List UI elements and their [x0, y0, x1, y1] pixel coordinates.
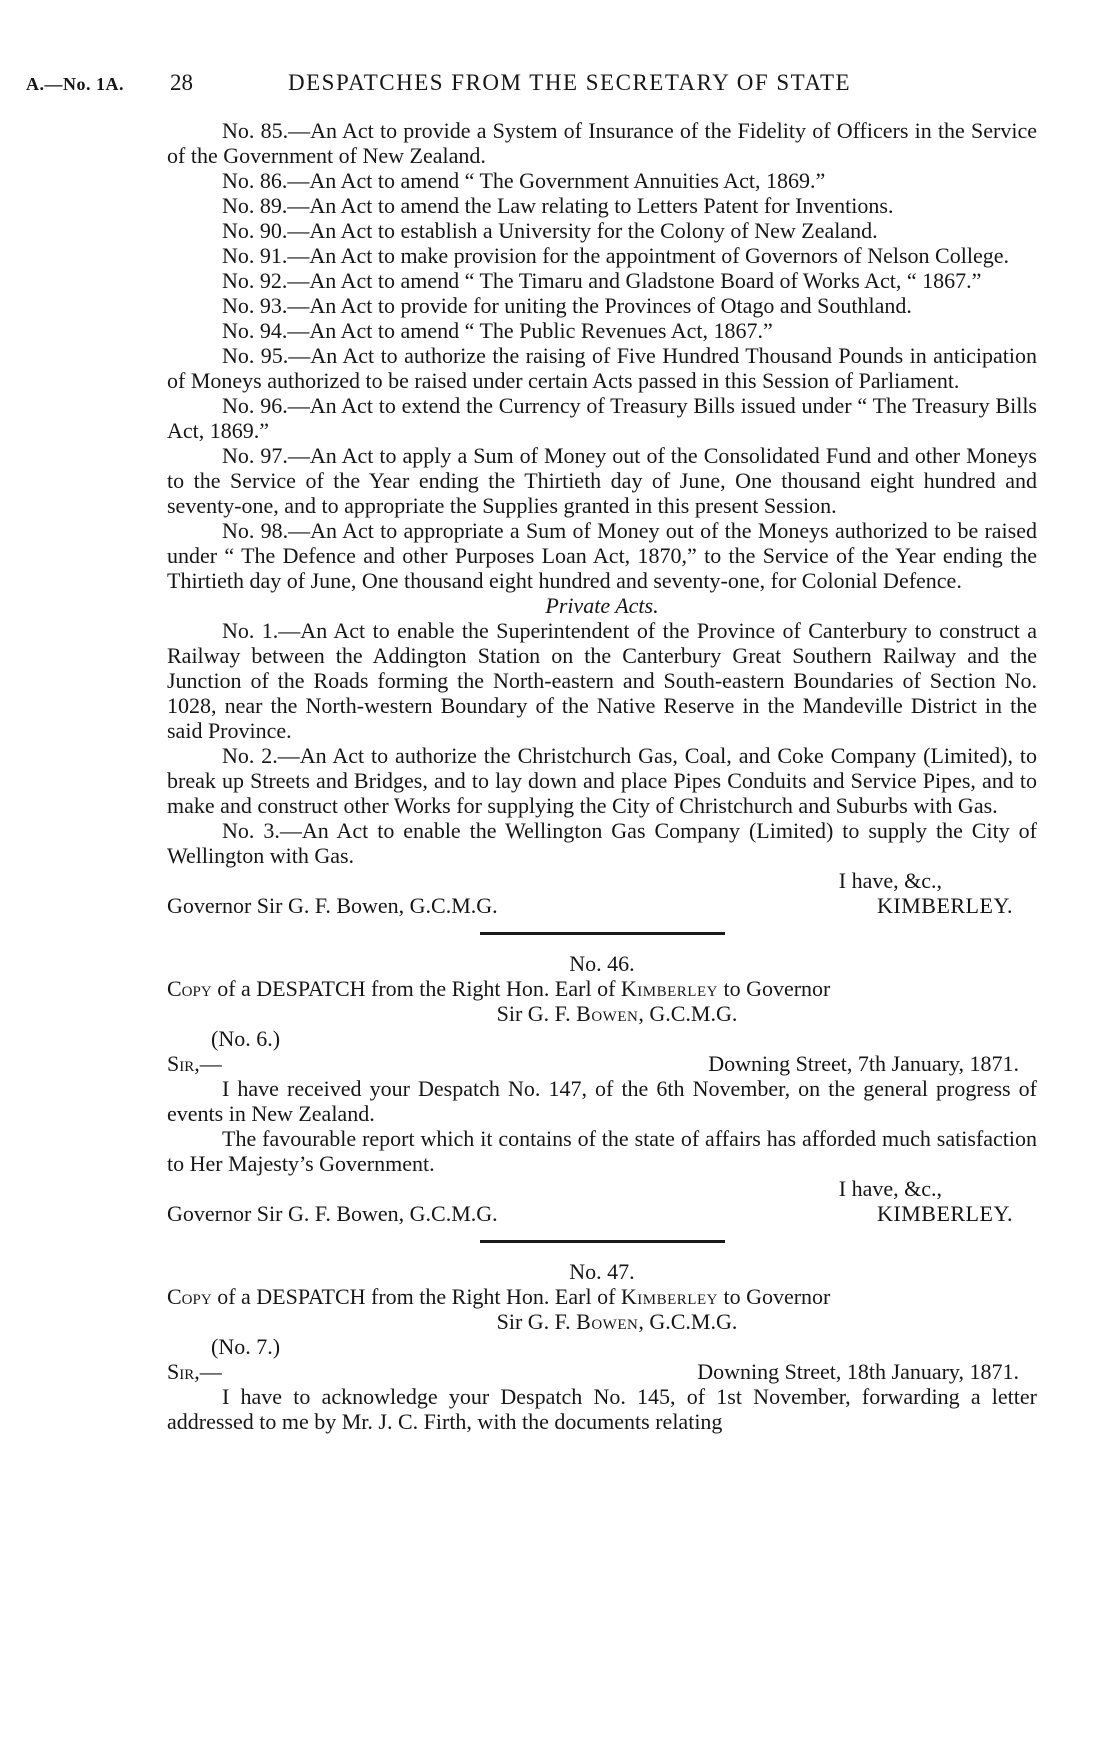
- section-divider: [480, 932, 725, 935]
- despatch-recipient: [167, 1309, 1037, 1334]
- despatch-heading: [167, 976, 1037, 1001]
- addressee: Governor Sir G. F. Bowen, G.C.M.G.: [167, 1201, 498, 1226]
- act-item: No. 94.—An Act to amend “ The Public Revenues Act, 1867.”: [222, 318, 773, 343]
- private-acts-heading: Private Acts.: [545, 593, 659, 618]
- heading-to: to Governor: [723, 1284, 831, 1309]
- closing-courtesy: I have, &c.,: [838, 1176, 942, 1201]
- salutation-date-row: [167, 1051, 1037, 1076]
- copy-word: Copy: [167, 1284, 212, 1309]
- act-item: No. 98.—An Act to appropriate a Sum of Money out of the Moneys authorized to be raised under “ The Defence and other Purposes Loan Act, 1870,” to the Service of the Year ending the Thirtieth day of June, One thousand eight hundred and seventy-one, for Colonial Defence.: [167, 518, 1037, 593]
- despatch-date: Downing Street, 18th January, 1871.: [697, 1359, 1019, 1384]
- heading-text: of a DESPATCH from the Right Hon. Earl of: [217, 1284, 616, 1309]
- act-item: No. 97.—An Act to apply a Sum of Money out of the Consolidated Fund and other Moneys to the Service of the Year ending the Thirtieth day of June, One thousand eight hundred and seventy-one, and to appropriate the Supplies granted in this present Session.: [167, 443, 1037, 518]
- act-item: No. 96.—An Act to extend the Currency of Treasury Bills issued under “ The Treasury Bills Act, 1869.”: [167, 393, 1037, 443]
- recipient-prefix: Sir G. F.: [496, 1309, 571, 1334]
- section-divider: [480, 1240, 725, 1243]
- private-act-item: No. 2.—An Act to authorize the Christchurch Gas, Coal, and Coke Company (Limited), to break up Streets and Bridges, and to lay down and place Pipes Conduits and Service Pipes, and to make and construct other Works for supplying the City of Christchurch and Suburbs with Gas.: [167, 743, 1037, 818]
- salutation: Sir,—: [167, 1051, 222, 1076]
- copy-word: Copy: [167, 976, 212, 1001]
- despatch-paragraph: The favourable report which it contains of the state of affairs has afforded much satisfaction to Her Majesty’s Government.: [167, 1126, 1037, 1176]
- heading-text: of a DESPATCH from the Right Hon. Earl of: [217, 976, 616, 1001]
- public-acts-list: [167, 118, 1037, 593]
- despatch-46: [167, 951, 1037, 1226]
- despatch-ref-number: (No. 7.): [211, 1334, 281, 1359]
- salutation-date-row: [167, 1359, 1037, 1384]
- act-item: No. 95.—An Act to authorize the raising of Five Hundred Thousand Pounds in anticipation of Moneys authorized to be raised under certain Acts passed in this Session of Parliament.: [167, 343, 1037, 393]
- despatch-ref-number: (No. 6.): [211, 1026, 281, 1051]
- act-item: No. 86.—An Act to amend “ The Government Annuities Act, 1869.”: [222, 168, 826, 193]
- despatch-paragraph: I have received your Despatch No. 147, of the 6th November, on the general progress of events in New Zealand.: [167, 1076, 1037, 1126]
- recipient-honours: , G.C.M.G.: [638, 1001, 738, 1026]
- recipient-honours: , G.C.M.G.: [638, 1309, 738, 1334]
- earl-name: Kimberley: [620, 976, 718, 1001]
- recipient-name: Bowen: [576, 1309, 639, 1334]
- page-header: [0, 68, 1114, 102]
- despatch-date: Downing Street, 7th January, 1871.: [708, 1051, 1019, 1076]
- act-item: No. 91.—An Act to make provision for the appointment of Governors of Nelson College.: [222, 243, 1009, 268]
- closing-signature-row: [167, 893, 1037, 918]
- private-act-item: No. 1.—An Act to enable the Superintendent of the Province of Canterbury to construct a Railway between the Addington Station on the Canterbury Great Southern Railway and the Junction of the Roads forming the North-eastern and South-eastern Boundaries of Section No. 1028, near the North-western Boundary of the Native Reserve in the Mandeville District in the said Province.: [167, 618, 1037, 743]
- despatch-paragraph: I have to acknowledge your Despatch No. 145, of 1st November, forwarding a letter addressed to me by Mr. J. C. Firth, with the documents relating: [167, 1384, 1037, 1434]
- addressee: Governor Sir G. F. Bowen, G.C.M.G.: [167, 893, 498, 918]
- signature: KIMBERLEY.: [877, 893, 1013, 918]
- despatch-number: No. 46.: [569, 951, 635, 976]
- recipient-prefix: Sir G. F.: [496, 1001, 571, 1026]
- act-item: No. 93.—An Act to provide for uniting the Provinces of Otago and Southland.: [222, 293, 912, 318]
- private-act-item: No. 3.—An Act to enable the Wellington Gas Company (Limited) to supply the City of Wellington with Gas.: [167, 818, 1037, 868]
- act-item: No. 90.—An Act to establish a University for the Colony of New Zealand.: [222, 218, 878, 243]
- despatch-recipient: [167, 1001, 1037, 1026]
- act-item: No. 85.—An Act to provide a System of Insurance of the Fidelity of Officers in the Service of the Government of New Zealand.: [167, 118, 1037, 168]
- closing-signature-row: [167, 1201, 1037, 1226]
- recipient-name: Bowen: [576, 1001, 639, 1026]
- signature: KIMBERLEY.: [877, 1201, 1013, 1226]
- closing-courtesy: I have, &c.,: [838, 868, 942, 893]
- despatch-heading: [167, 1284, 1037, 1309]
- earl-name: Kimberley: [620, 1284, 718, 1309]
- act-item: No. 92.—An Act to amend “ The Timaru and Gladstone Board of Works Act, “ 1867.”: [222, 268, 982, 293]
- document-body: [167, 118, 1037, 1434]
- private-acts-list: [167, 618, 1037, 868]
- running-title: DESPATCHES FROM THE SECRETARY OF STATE: [288, 70, 852, 95]
- salutation: Sir,—: [167, 1359, 222, 1384]
- page-number: 28: [170, 70, 193, 95]
- despatch-47: [167, 1259, 1037, 1434]
- heading-to: to Governor: [723, 976, 831, 1001]
- act-item: No. 89.—An Act to amend the Law relating to Letters Patent for Inventions.: [222, 193, 894, 218]
- despatch-number: No. 47.: [569, 1259, 635, 1284]
- paper-reference: A.—No. 1A.: [26, 74, 124, 94]
